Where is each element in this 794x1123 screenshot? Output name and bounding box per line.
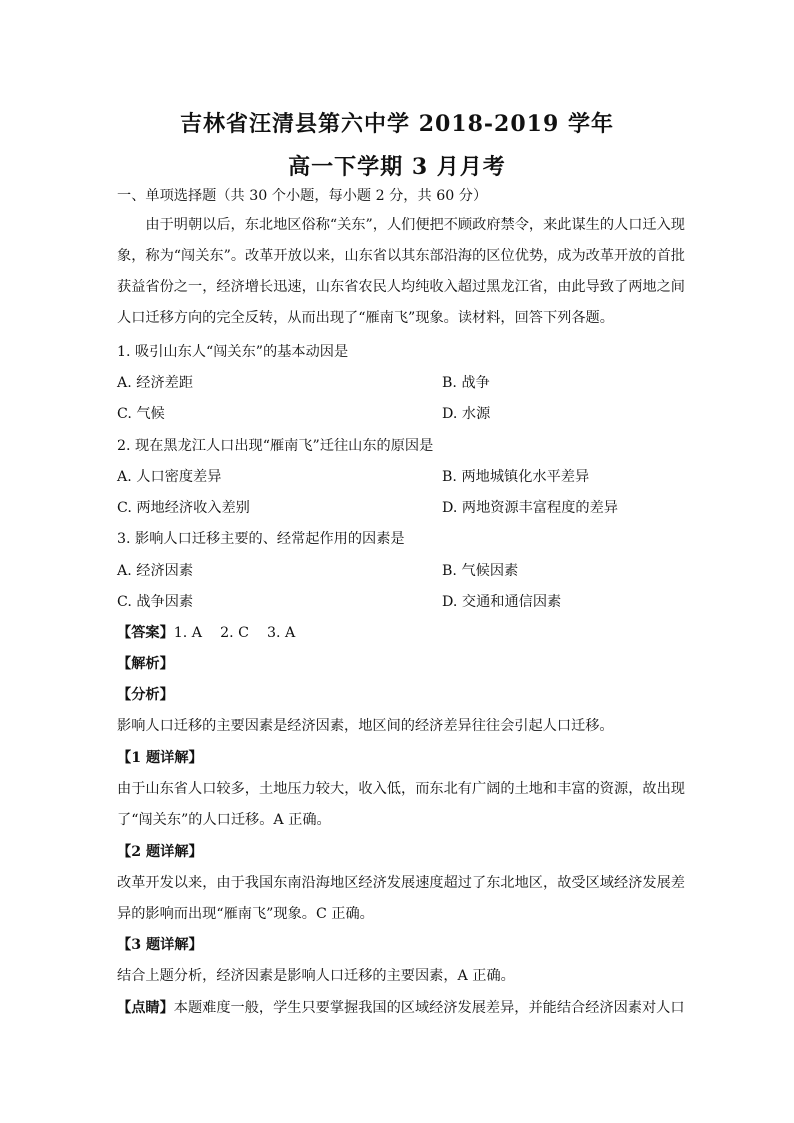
- question-3-option-d: D. 交通和通信因素: [442, 594, 562, 610]
- question-3-option-c: C. 战争因素: [117, 594, 194, 610]
- fenxi-text: 影响人口迁移的主要因素是经济因素，地区间的经济差异往往会引起人口迁移。: [117, 718, 614, 734]
- question-2-option-b: B. 两地城镇化水平差异: [442, 469, 590, 485]
- document-title-line2: 高一下学期 3 月月考: [288, 154, 506, 180]
- detail-3-label: 【3 题详解】: [117, 937, 203, 953]
- question-3-option-a: A. 经济因素: [117, 563, 194, 579]
- question-1-option-a: A. 经济差距: [117, 375, 194, 391]
- dianjing-label: 【点睛】: [117, 1000, 174, 1016]
- answer-item: 2. C: [220, 625, 249, 641]
- question-3-stem: 3. 影响人口迁移主要的、经常起作用的因素是: [117, 531, 405, 547]
- dianjing-text: 本题难度一般，学生只要掌握我国的区域经济发展差异，并能结合经济因素对人口: [173, 1000, 685, 1016]
- answer-item: 1. A: [173, 625, 203, 641]
- detail-2-text: 改革开发以来，由于我国东南沿海地区经济发展速度超过了东北地区，故受区域经济发展差异的影响而出现“雁南飞”现象。C 正确。: [117, 875, 685, 922]
- question-1-stem: 1. 吸引山东人“闯关东”的基本动因是: [117, 344, 349, 360]
- reading-passage: 由于明朝以后，东北地区俗称“关东”，人们便把不顾政府禁令，来此谋生的人口迁入现象，称为“闯关东”。改革开放以来，山东省以其东部沿海的区位优势，成为改革开放的首批获益省份之一，经济增长迅速，山东省农民人均纯收入超过黑龙江省，由此导致了两地之间人口迁移方向的完全反转，从而出现了“雁南飞”现象。读材料，回答下列各题。: [117, 217, 685, 326]
- question-2-option-a: A. 人口密度差异: [117, 469, 222, 485]
- detail-2-label: 【2 题详解】: [117, 844, 203, 860]
- detail-1-text: 由于山东省人口较多，土地压力较大，收入低，而东北有广阔的土地和丰富的资源，故出现了“闯关东”的人口迁移。A 正确。: [117, 781, 685, 828]
- answer-item: 3. A: [266, 625, 296, 641]
- detail-1-label: 【1 题详解】: [117, 750, 203, 766]
- detail-3-text: 结合上题分析，经济因素是影响人口迁移的主要因素，A 正确。: [117, 968, 515, 984]
- section-header: 一、单项选择题（共 30 个小题，每小题 2 分，共 60 分）: [117, 188, 488, 204]
- answer-label: 【答案】: [117, 625, 174, 641]
- question-1-option-d: D. 水源: [442, 406, 491, 422]
- analysis-label: 【解析】: [117, 656, 174, 672]
- question-2-option-c: C. 两地经济收入差别: [117, 500, 250, 516]
- question-3-option-b: B. 气候因素: [442, 563, 519, 579]
- answer-line: [117, 623, 687, 643]
- question-2-stem: 2. 现在黑龙江人口出现“雁南飞”迁往山东的原因是: [117, 438, 434, 454]
- dianjing-line: [117, 998, 687, 1018]
- question-2-option-d: D. 两地资源丰富程度的差异: [442, 500, 618, 516]
- document-title-line1: 吉林省汪清县第六中学 2018-2019 学年: [180, 111, 614, 137]
- question-1-option-b: B. 战争: [442, 375, 490, 391]
- question-1-option-c: C. 气候: [117, 406, 165, 422]
- fenxi-label: 【分析】: [117, 687, 174, 703]
